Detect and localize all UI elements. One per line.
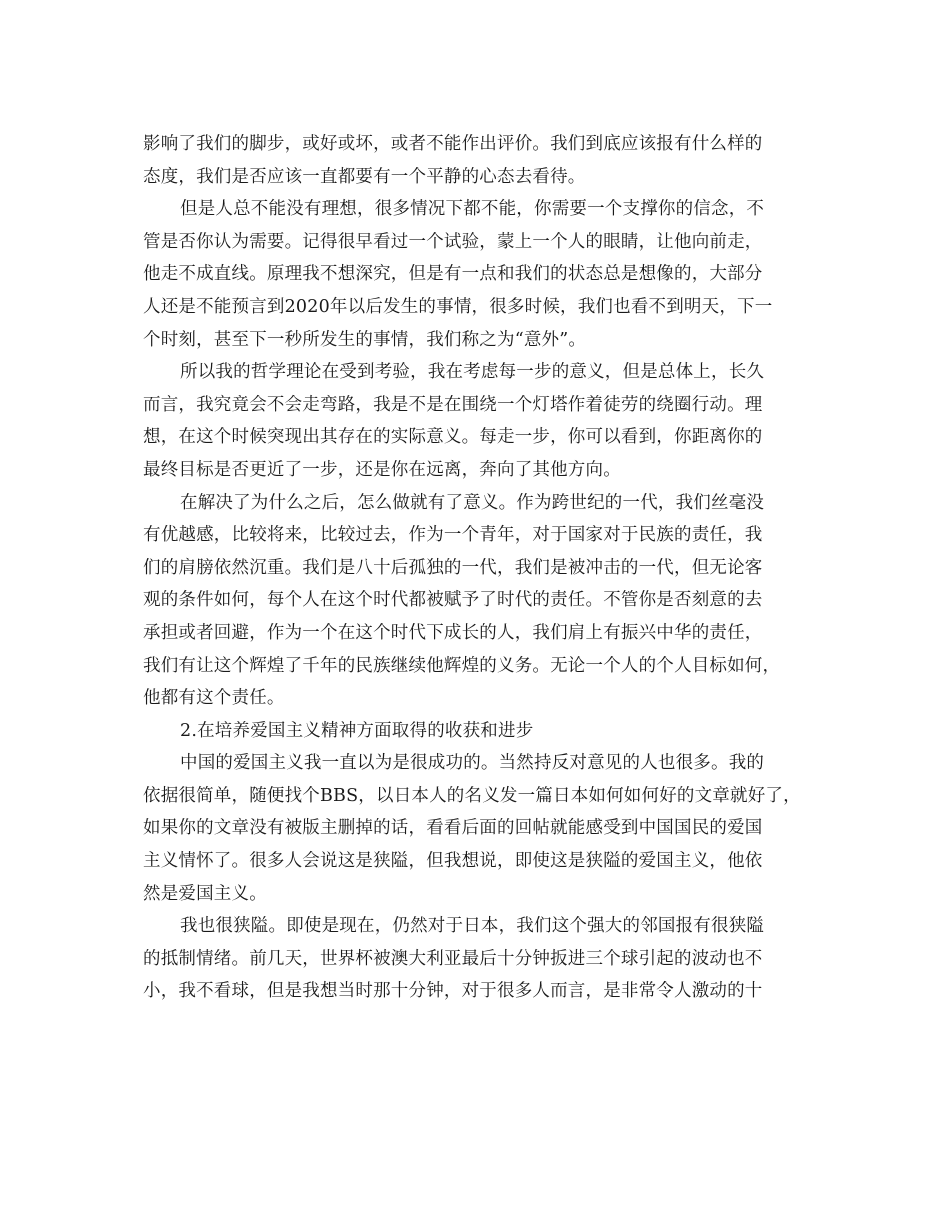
text-line: 他都有这个责任。 (143, 688, 285, 709)
text-line: 影响了我们的脚步，或好或坏，或者不能作出评价。我们到底应该报有什么样的 (143, 134, 763, 154)
text-line: 观的条件如何，每个人在这个时代都被赋予了时代的责任。不管你是否刻意的去 (143, 590, 763, 611)
text-line: 主义情怀了。很多人会说这是狭隘，但我想说，即使这是狭隘的爱国主义，他依 (143, 851, 763, 872)
text-line: 所以我的哲学理论在受到考验，我在考虑每一步的意义，但是总体上，长久 (180, 362, 765, 383)
text-line: 小，我不看球，但是我想当时那十分钟，对于很多人而言，是非常令人激动的十 (143, 981, 763, 1002)
text-line: 我们有让这个辉煌了千年的民族继续他辉煌的义务。无论一个人的个人目标如何， (143, 655, 781, 676)
text-line: 最终目标是否更近了一步，还是你在远离，奔向了其他方向。 (143, 459, 621, 480)
text-line: 如果你的文章没有被版主删掉的话，看看后面的回帖就能感受到中国国民的爱国 (143, 818, 763, 839)
body-text (143, 128, 823, 1008)
text-line: 人还是不能预言到2020年以后发生的事情，很多时候，我们也看不到明天，下一 (143, 296, 773, 317)
text-line: 个时刻，甚至下一秒所发生的事情，我们称之为“意外”。 (143, 329, 587, 350)
text-line: 而言，我究竟会不会走弯路，我是不是在围绕一个灯塔作着徒劳的绕圈行动。理 (143, 394, 763, 415)
text-line: 的抵制情绪。前几天，世界杯被澳大利亚最后十分钟扳进三个球引起的波动也不 (143, 948, 763, 969)
text-line: 2.在培养爱国主义精神方面取得的收获和进步 (180, 720, 534, 741)
text-line: 但是人总不能没有理想，很多情况下都不能，你需要一个支撑你的信念，不 (180, 199, 765, 220)
text-line: 承担或者回避，作为一个在这个时代下成长的人，我们肩上有振兴中华的责任， (143, 622, 763, 643)
text-line: 依据很简单，随便找个BBS，以日本人的名义发一篇日本如何如何好的文章就好了， (143, 785, 801, 806)
text-line: 在解决了为什么之后，怎么做就有了意义。作为跨世纪的一代，我们丝毫没 (180, 492, 765, 513)
text-line: 态度，我们是否应该一直都要有一个平静的心态去看待。 (143, 166, 586, 187)
text-line: 然是爱国主义。 (143, 883, 267, 904)
text-line: 我也很狭隘。即使是现在，仍然对于日本，我们这个强大的邻国报有很狭隘 (180, 916, 765, 937)
text-line: 管是否你认为需要。记得很早看过一个试验，蒙上一个人的眼睛，让他向前走， (143, 231, 763, 252)
text-line: 中国的爱国主义我一直以为是很成功的。当然持反对意见的人也很多。我的 (180, 753, 765, 774)
text-line: 想，在这个时候突现出其存在的实际意义。每走一步，你可以看到，你距离你的 (143, 427, 763, 448)
text-line: 有优越感，比较将来，比较过去，作为一个青年，对于国家对于民族的责任，我 (143, 525, 763, 546)
text-line: 他走不成直线。原理我不想深究，但是有一点和我们的状态总是想像的，大部分 (143, 264, 763, 285)
text-line: 们的肩膀依然沉重。我们是八十后孤独的一代，我们是被冲击的一代，但无论客 (143, 557, 763, 578)
